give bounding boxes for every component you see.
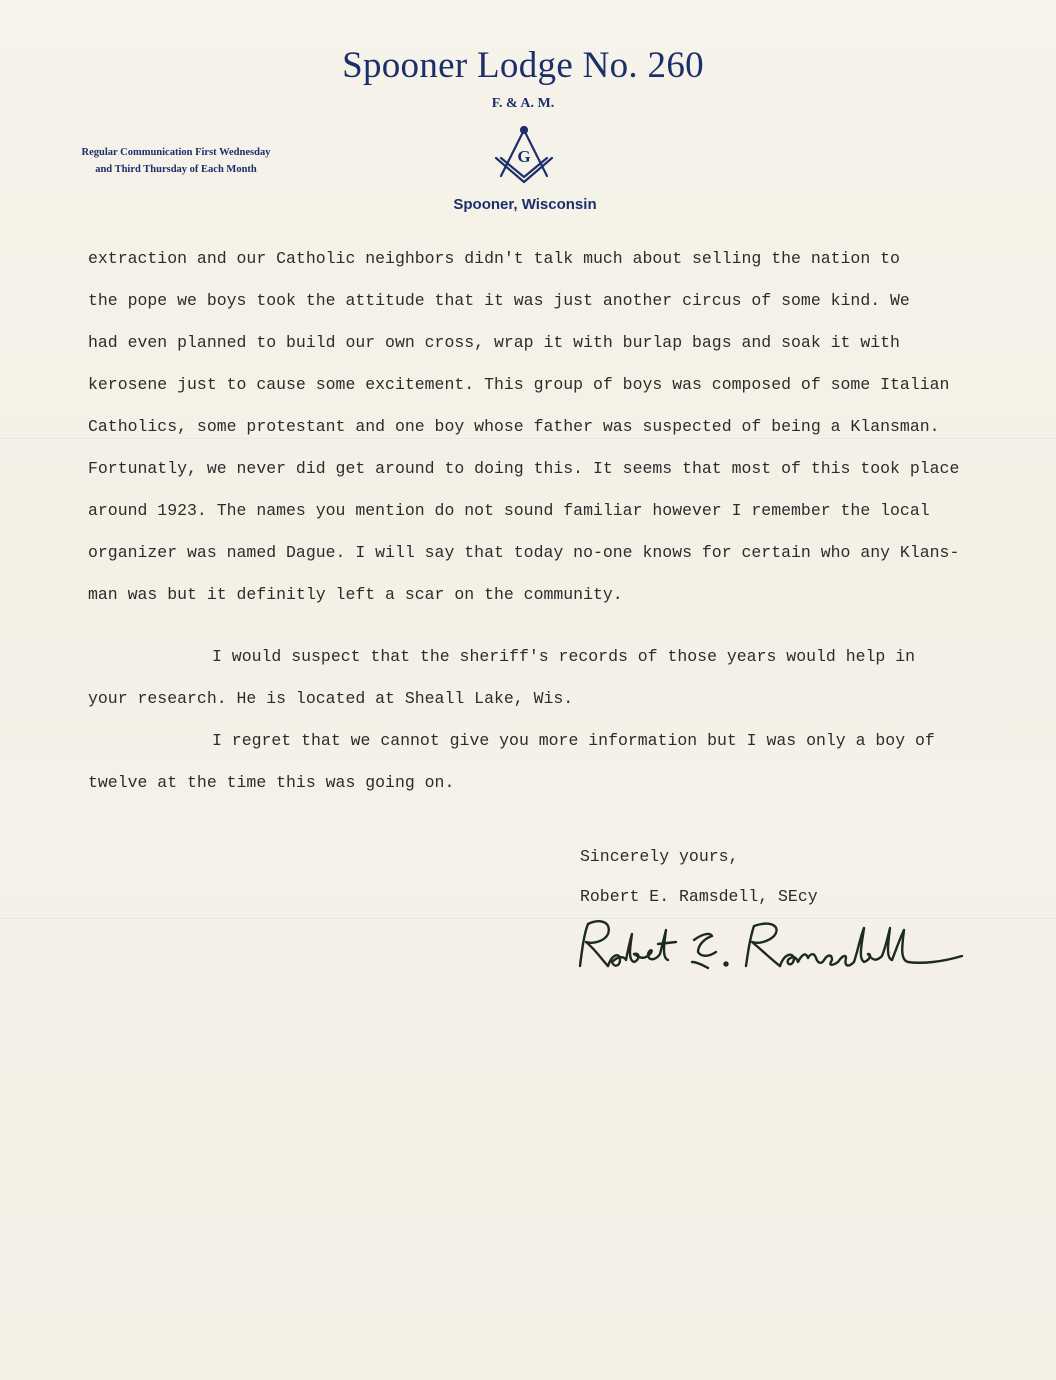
lodge-title: Spooner Lodge No. 260 — [342, 45, 704, 86]
body-line: extraction and our Catholic neighbors didn't talk much about selling the nation to — [88, 249, 900, 268]
communication-line: and Third Thursday of Each Month — [95, 164, 257, 175]
body-line: twelve at the time this was going on. — [88, 773, 455, 792]
handwritten-signature — [570, 910, 970, 980]
body-line: your research. He is located at Sheall Lake, Wis. — [88, 689, 574, 708]
closing-typed-name: Robert E. Ramsdell, SEcy — [580, 887, 818, 906]
body-line: I would suspect that the sheriff's records of those years would help in — [212, 647, 916, 666]
lodge-subtitle: F. & A. M. — [491, 96, 555, 111]
body-line: the pope we boys took the attitude that it was just another circus of some kind. We — [88, 291, 910, 310]
communication-line: Regular Communication First Wednesday — [81, 147, 271, 158]
communication-schedule — [58, 144, 294, 178]
body-line: organizer was named Dague. I will say that today no-one knows for certain who any Klans- — [88, 543, 960, 562]
body-line: man was but it definitly left a scar on the community. — [88, 585, 623, 604]
body-line: around 1923. The names you mention do not sound familiar however I remember the local — [88, 501, 930, 520]
closing-salutation: Sincerely yours, — [580, 847, 739, 866]
body-line: had even planned to build our own cross, wrap it with burlap bags and soak it with — [88, 333, 900, 352]
square-and-compass-icon — [492, 124, 556, 186]
body-line: kerosene just to cause some excitement. This group of boys was composed of some Italian — [88, 375, 950, 394]
lodge-city: Spooner, Wisconsin — [453, 196, 597, 213]
svg-text:G: G — [517, 147, 531, 166]
body-line: I regret that we cannot give you more information but I was only a boy of — [212, 731, 935, 750]
body-line: Fortunatly, we never did get around to doing this. It seems that most of this took place — [88, 459, 960, 478]
letter-body — [88, 244, 1028, 810]
body-line: Catholics, some protestant and one boy whose father was suspected of being a Klansman. — [88, 417, 940, 436]
